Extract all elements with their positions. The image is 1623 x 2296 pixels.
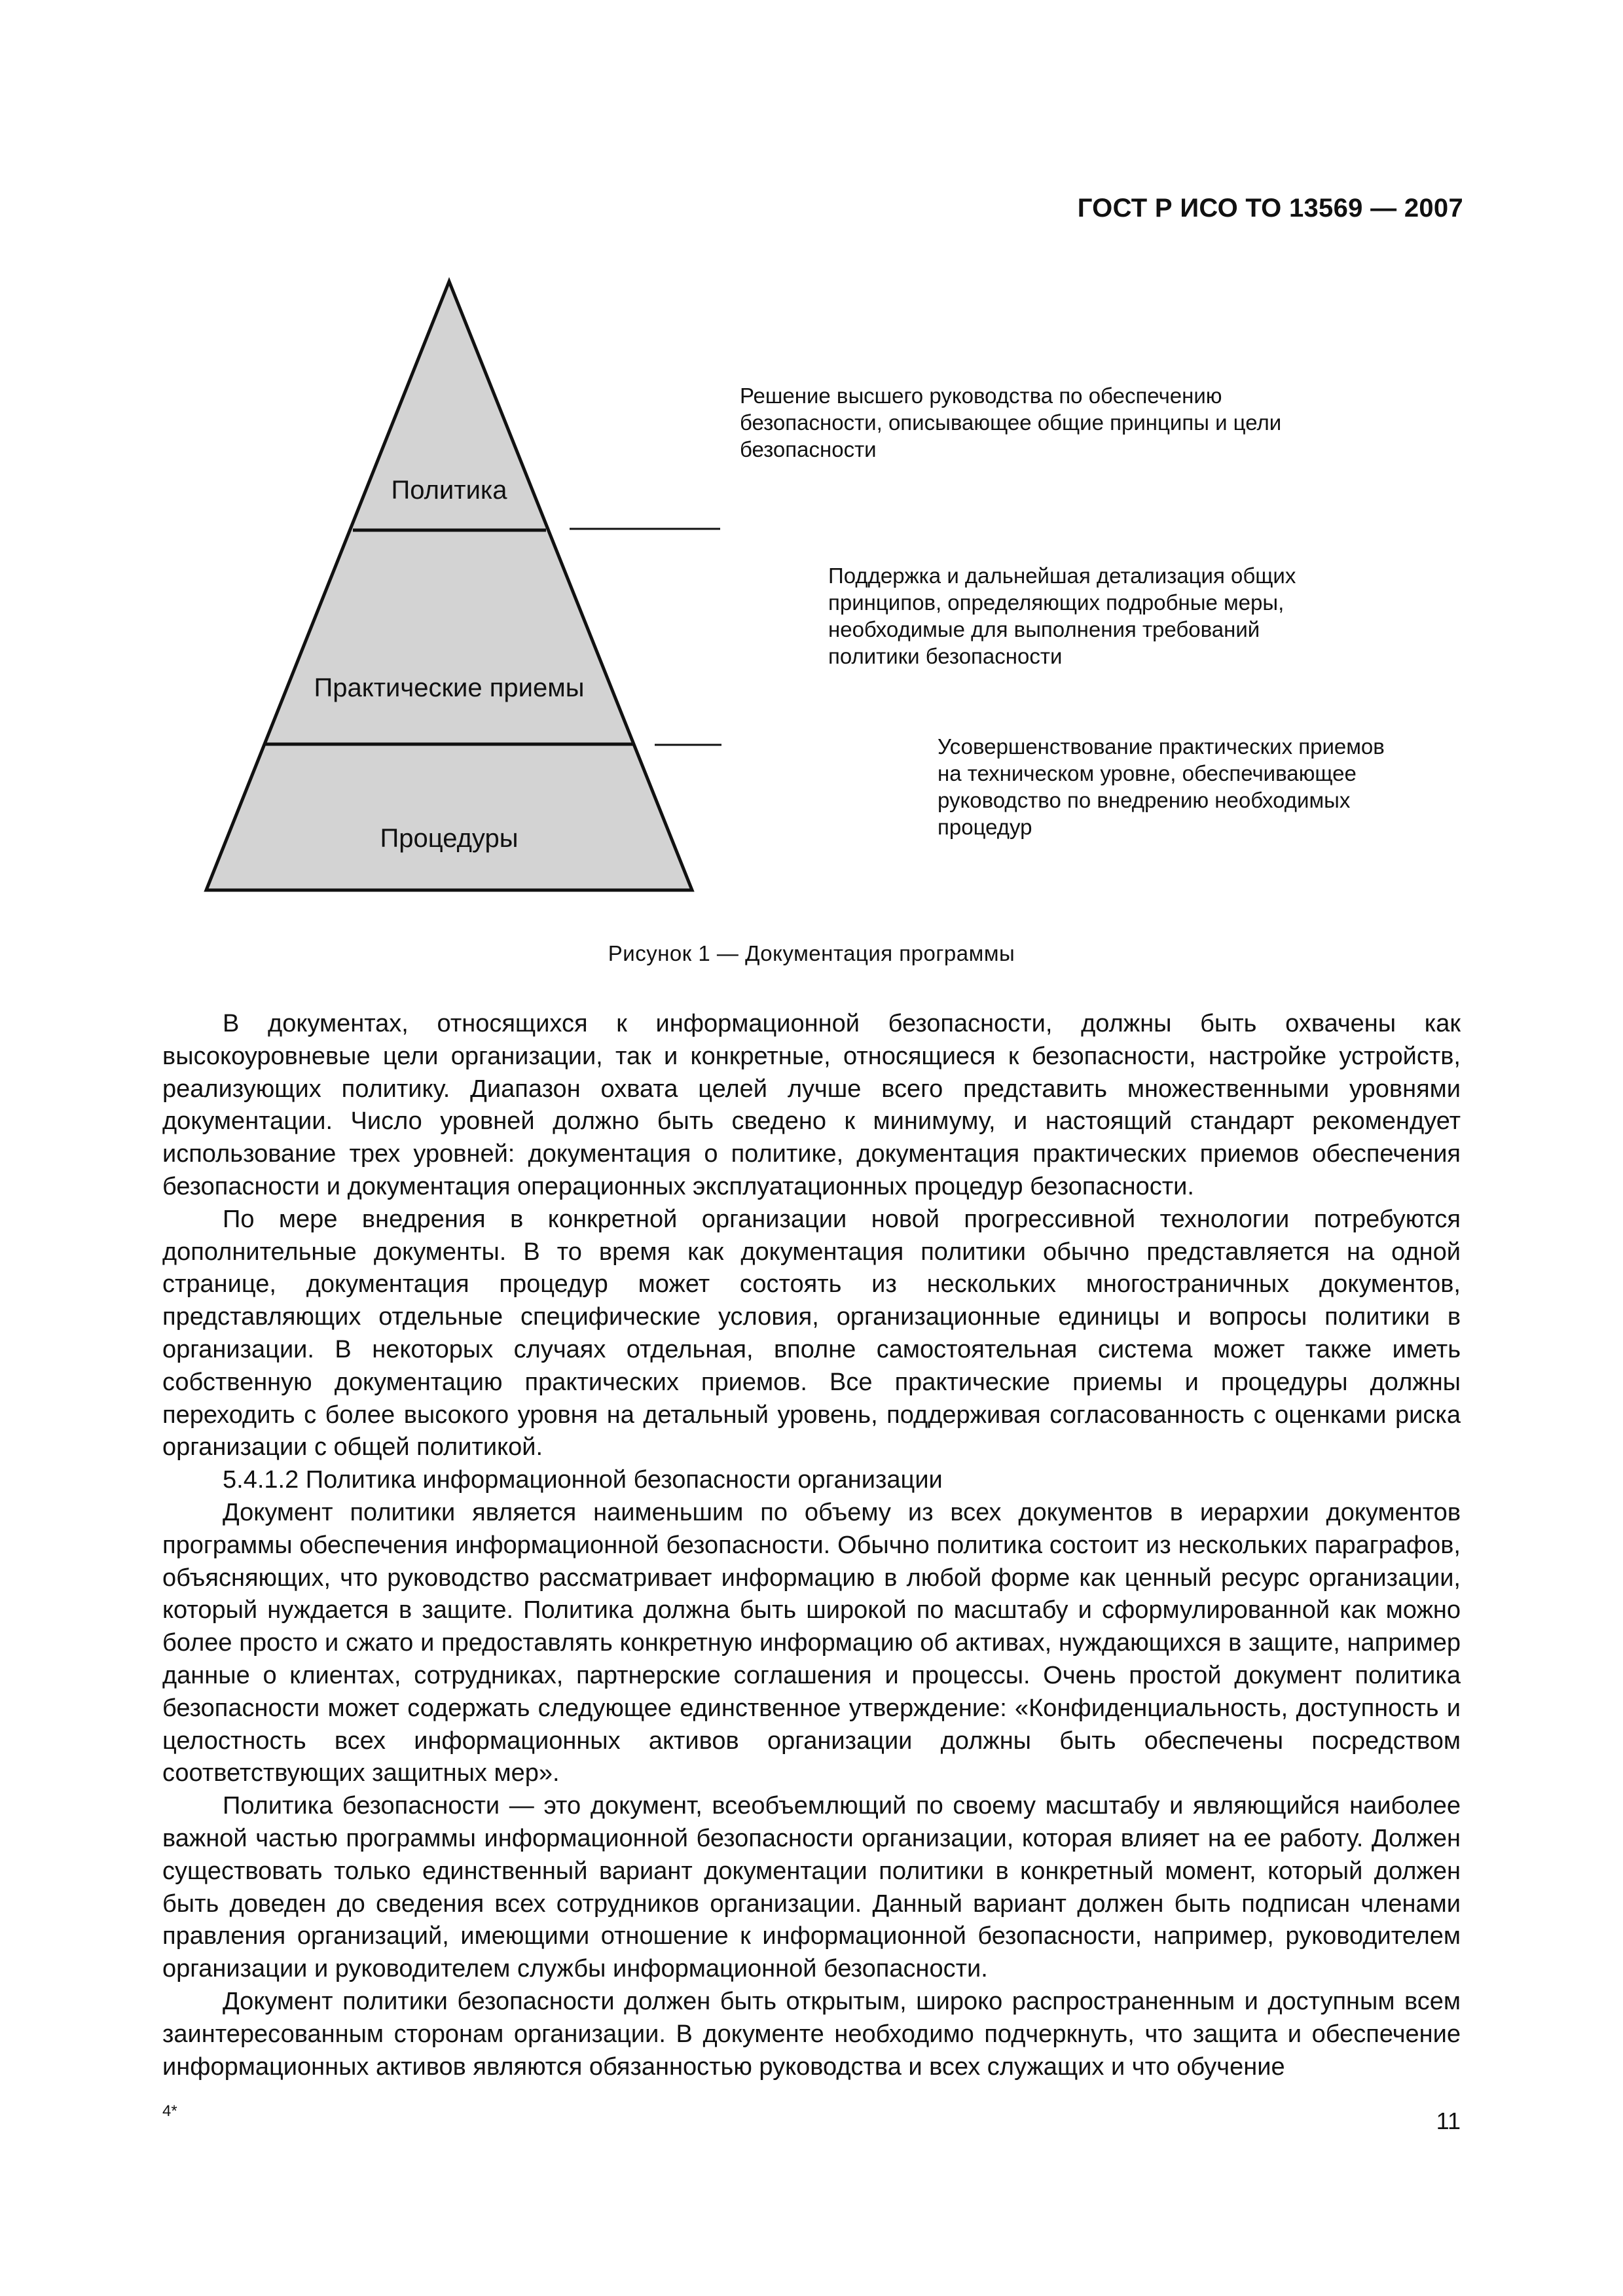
pyramid-label-policy: Политика xyxy=(391,476,507,505)
paragraph: По мере внедрения в конкретной организации новой прогрессивной технологии потребуются дополнительные документы. В то время как документация политики обычно представляется на одной странице, документация процедур может состоять из нескольких многостраничных документов, представляющих отдельные специфические условия, организационные единицы и вопросы политики в организации. В некоторых случаях отдельная, вполне самостоятельная система может также иметь собственную документацию практических приемов. Все практические приемы и процедуры должны переходить с более высокого уровня на детальный уровень, поддерживая согласованность с оценками риска организации с общей политикой. xyxy=(162,1205,1461,1462)
figure-documentation-pyramid xyxy=(0,0,1623,982)
pyramid-label-practices: Практические приемы xyxy=(314,673,585,702)
description-policy: Решение высшего руководства по обеспечению безопасности, описывающее общие принципы и цели безопасности xyxy=(740,384,1282,461)
pyramid-shape xyxy=(206,281,692,890)
paragraph: Политика безопасности — это документ, всеобъемлющий по своему масштабу и являющийся наиболее важной частью программы информационной безопасности организации, которая влияет на ее работу. Должен существовать только единственный вариант документации политики в конкретный момент, который должен быть доведен до сведения всех сотрудников организации. Данный вариант должен быть подписан членами правления организаций, имеющими отношение к информационной безопасности, например, руководителем организации и руководителем службы информационной безопасности. xyxy=(162,1792,1461,1983)
paragraph: В документах, относящихся к информационной безопасности, должны быть охвачены как высокоуровневые цели организации, так и конкретные, относящиеся к безопасности, настройке устройств, реализующих политику. Диапазон охвата целей лучше всего представить множественными уровнями документации. Число уровней должно быть сведено к минимуму, и настоящий стандарт рекомендует использование трех уровней: документация о политике, документация практических приемов обеспечения безопасности и документация операционных эксплуатационных процедур безопасности. xyxy=(162,1010,1461,1200)
paragraph: Документ политики безопасности должен быть открытым, широко распространенным и доступным всем заинтересованным сторонам организации. В документе необходимо подчеркнуть, что защита и обеспечение информационных активов являются обязанностью руководства и всех служащих и что обучение xyxy=(162,1987,1461,2081)
description-practices: Поддержка и дальнейшая детализация общих принципов, определяющих подробные меры, необходимые для выполнения требований политики безопасности xyxy=(828,564,1296,668)
sheet-mark: 4* xyxy=(162,2102,177,2120)
pyramid-label-procedures: Процедуры xyxy=(380,824,519,853)
description-procedures: Усовершенствование практических приемов на техническом уровне, обеспечивающее руководство по внедрению необходимых процедур xyxy=(938,734,1385,839)
figure-caption: Рисунок 1 — Документация программы xyxy=(608,941,1015,965)
body-text xyxy=(162,1008,1461,2083)
document-standard-header: ГОСТ Р ИСО ТО 13569 — 2007 xyxy=(1077,194,1463,223)
page-number: 11 xyxy=(1436,2108,1461,2134)
paragraph: Документ политики является наименьшим по объему из всех документов в иерархии документов программы обеспечения информационной безопасности. Обычно политика состоит из нескольких параграфов, объясняющих, что руководство рассматривает информацию в любой форме как ценный ресурс организации, который нуждается в защите. Политика должна быть широкой по масштабу и сформулированной как можно более просто и сжато и предоставлять конкретную информацию об активах, нуждающихся в защите, например данные о клиентах, сотрудниках, партнерские соглашения и процессы. Очень простой документ политика безопасности может содержать следующее единственное утверждение: «Конфиденциальность, доступность и целостность всех информационных активов организации должны быть обеспечены посредством соответствующих защитных мер». xyxy=(162,1498,1461,1787)
section-heading: 5.4.1.2 Политика информационной безопасности организации xyxy=(223,1466,943,1494)
